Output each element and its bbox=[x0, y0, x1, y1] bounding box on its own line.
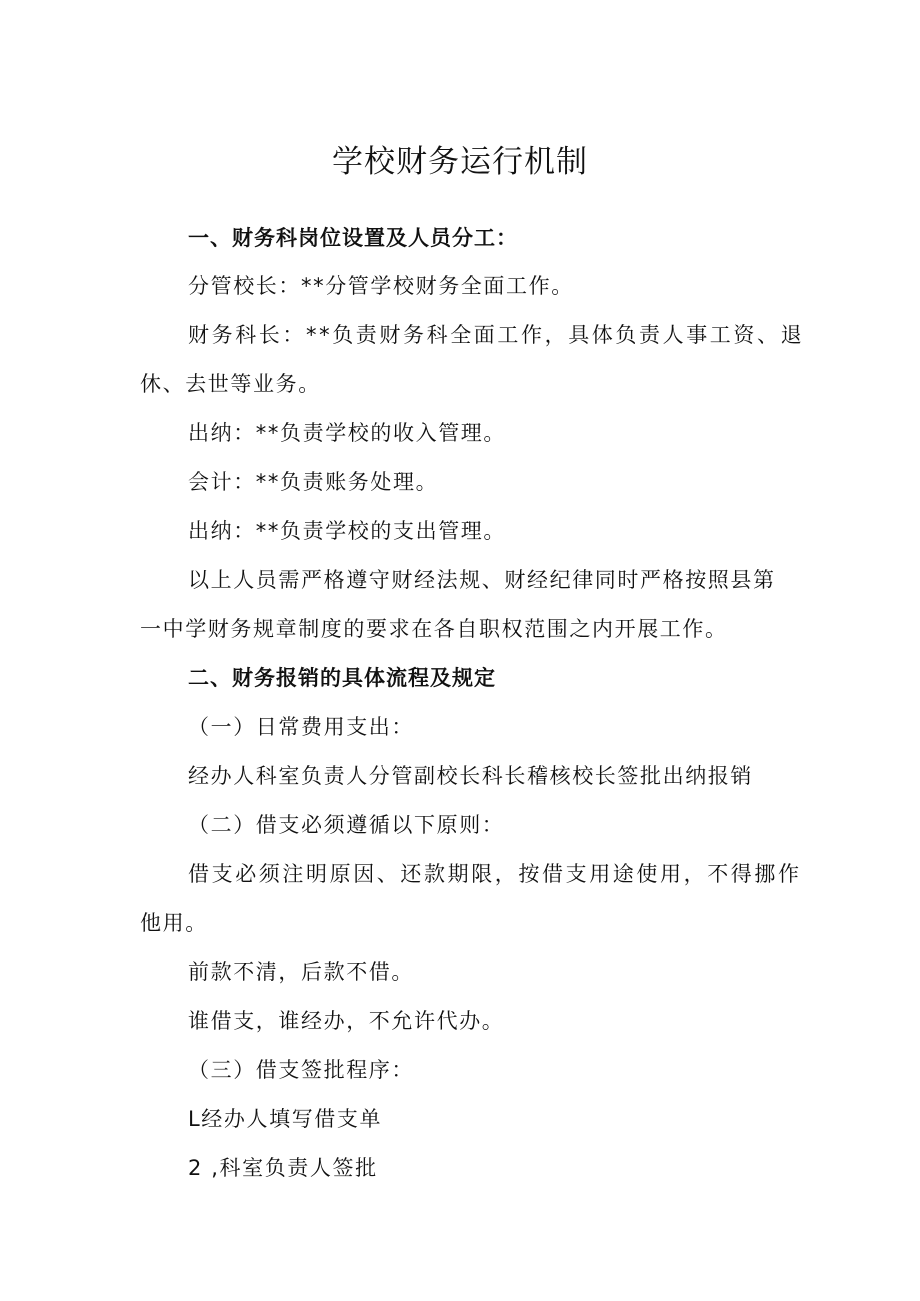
paragraph-line: 休、去世等业务。 bbox=[140, 372, 321, 396]
section-heading-2: 二、财务报销的具体流程及规定 bbox=[188, 666, 496, 690]
paragraph-line: （二）借支必须遵循以下原则： bbox=[188, 813, 505, 837]
paragraph-line: 出纳：**负责学校的支出管理。 bbox=[188, 519, 506, 543]
paragraph-line: 谁借支，谁经办，不允许代办。 bbox=[188, 1009, 505, 1033]
paragraph-line: 财务科长：**负责财务科全面工作，具体负责人事工资、退 bbox=[188, 323, 805, 347]
paragraph-line: （一）日常费用支出： bbox=[188, 715, 414, 739]
paragraph-line: 他用。 bbox=[140, 911, 208, 935]
document-title: 学校财务运行机制 bbox=[332, 144, 588, 180]
paragraph-line: 以上人员需严格遵守财经法规、财经纪律同时严格按照县第 bbox=[188, 568, 776, 592]
paragraph-line: 借支必须注明原因、还款期限，按借支用途使用，不得挪作 bbox=[188, 862, 802, 886]
paragraph-line: L经办人填写借支单 bbox=[188, 1107, 383, 1131]
paragraph-line: 出纳：**负责学校的收入管理。 bbox=[188, 421, 506, 445]
paragraph-line: 前款不清，后款不借。 bbox=[188, 960, 414, 984]
paragraph-line: （三）借支签批程序： bbox=[188, 1058, 414, 1082]
paragraph-line: 2 ,科室负责人签批 bbox=[188, 1156, 378, 1180]
paragraph-line: 分管校长：**分管学校财务全面工作。 bbox=[188, 274, 574, 298]
paragraph-line: 一中学财务规章制度的要求在各自职权范围之内开展工作。 bbox=[140, 617, 728, 641]
section-heading-1: 一、财务科岗位设置及人员分工： bbox=[188, 226, 518, 250]
paragraph-line: 会计：**负责账务处理。 bbox=[188, 470, 439, 494]
paragraph-line: 经办人科室负责人分管副校长科长稽核校长签批出纳报销 bbox=[188, 764, 753, 788]
